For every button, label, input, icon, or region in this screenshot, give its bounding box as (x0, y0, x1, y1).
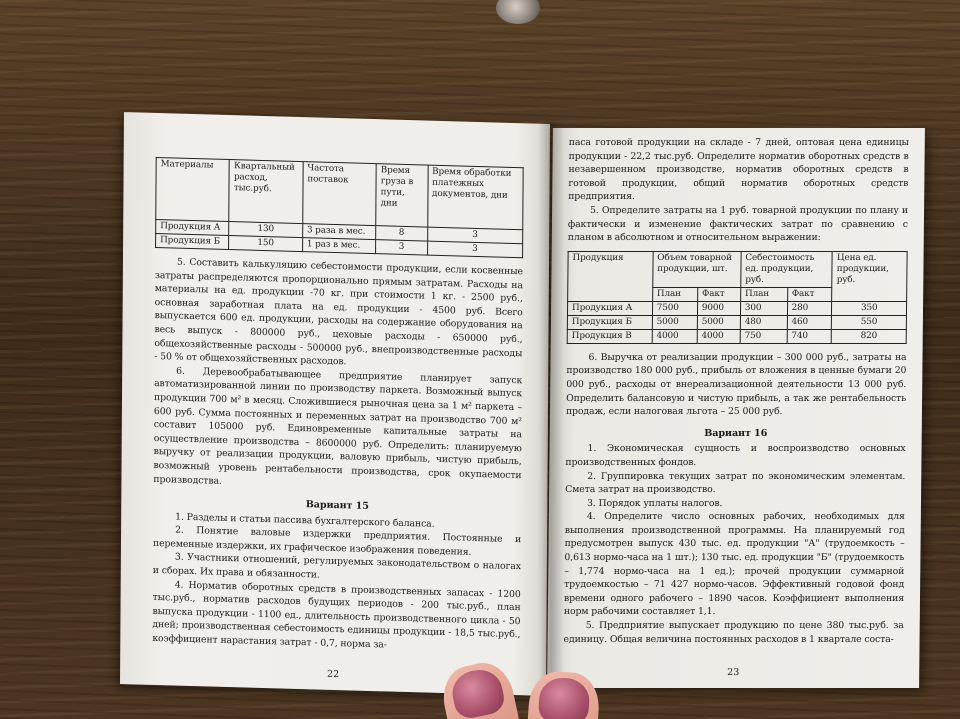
table-header: Время обработки платежных документов, дни (427, 165, 523, 230)
table-cell: 300 (740, 301, 787, 315)
variant-15-item-2: 2. Понятие валовые издержки предприятия. Постоянные и переменные издержки, их графическое изображения поведения. (152, 524, 522, 558)
table-subheader: Факт (697, 287, 740, 301)
table-header: Материалы (156, 158, 230, 222)
table-row (567, 329, 906, 343)
table-cell: 820 (832, 329, 907, 343)
variant-15-item-4: 4. Норматив оборотных средств в производственных запасах - 1200 тыс.руб., норматив расходов будущих периодов - 200 тыс.руб., план выпуска продукции - 1100 ед., длительность производственного цикла - 50 дней; производственная себестоимость единицы продукции - 18,5 тыс.руб., коэффициент нарастания затрат - 0,7, норма за- (152, 579, 521, 651)
table-header: Квартальный расход, тыс.руб. (229, 160, 303, 224)
table-header: Цена ед. продукции, руб. (832, 251, 907, 301)
book-gutter (538, 122, 564, 692)
table-header: Время груза в пути, дни (376, 164, 428, 227)
table-cell: 7500 (652, 301, 697, 315)
table-cell: 4000 (697, 329, 740, 343)
table-subheader: План (740, 287, 787, 301)
table-subheader: Факт (787, 287, 832, 301)
task-6-paragraph: 6. Выручка от реализации продукции – 300 000 руб., затраты на производство 180 000 руб., прибыль от вложения в ценные бумаги 20 000 руб., расходы от внереализационной деятельности 13 000 руб. Определить балансовую и чистую прибыль, а так же рентабельность продаж, если налоговая льгота – 25 000 руб. (565, 351, 907, 418)
table-header: Продукция (568, 251, 653, 301)
table-cell: 9000 (697, 301, 740, 315)
production-table (567, 251, 908, 344)
continued-paragraph: паса готовой продукции на складе - 7 дней, оптовая цена единицы продукции - 22,2 тыс.руб. Определите норматив оборотных средств в незавершенном производстве, норматив оборотных средств в готовой продукции, общий норматив оборотных средств предприятия. (568, 136, 909, 203)
table-cell: 3 (427, 241, 523, 258)
fingernail (448, 666, 506, 719)
table-cell: Продукция А (567, 301, 652, 315)
table-cell: 750 (740, 329, 787, 343)
page-number-left: 22 (327, 668, 340, 681)
table-cell: 130 (229, 222, 302, 238)
left-page (120, 112, 550, 696)
left-page-content (152, 157, 523, 656)
table-subheader: План (652, 287, 697, 301)
variant-16-title: Вариант 16 (704, 427, 768, 439)
table-cell: Продукция Б (156, 233, 229, 249)
table-cell: Продукция Б (567, 315, 652, 329)
table-cell: Продукция А (156, 219, 229, 235)
table-header-row (156, 158, 523, 230)
table-cell: 8 (376, 226, 427, 241)
fingernail (538, 676, 591, 719)
table-cell: 1 раз в мес. (302, 238, 375, 254)
task-5-paragraph: 5. Составить калькуляцию себестоимости продукции, если косвенные затраты распределяются пропорционально прямым затратам. Расходы на материалы на ед. продукции -70 кг. при стоимости 1 кг. - 2500 руб., основная заработная плата на ед. продукции - 4500 руб. Всего выпускается 600 ед. продукции, расходы на содержание оборудования на весь выпуск - 800000 руб., цеховые расходы - 650000 руб., общехозяйственные расходы - 500000 руб., внепроизводственные расходы - 50 % от общехозяйственных расходов. (154, 256, 523, 368)
table-cell: 550 (832, 315, 907, 329)
variant-15-item-3: 3. Участники отношений, регулируемых законодательством о налогах и сборах. Их права и обязанности. (152, 552, 521, 581)
table-cell: 3 раза в мес. (302, 224, 375, 240)
variant-16-item-2: 2. Группировка текущих затрат по экономическим элементам. Смета затрат на производство. (565, 470, 906, 496)
table-cell: 480 (740, 315, 787, 329)
table-row (567, 301, 906, 315)
right-page (547, 128, 925, 688)
table-cell: 4000 (652, 329, 697, 343)
table-header-row (568, 251, 907, 287)
table-row (567, 315, 906, 329)
table-cell: 3 (427, 227, 523, 244)
variant-15-title: Вариант 15 (305, 499, 369, 513)
materials-table (155, 157, 524, 258)
table-cell: 460 (787, 315, 832, 329)
table-cell: 280 (787, 301, 832, 315)
table-cell: 350 (832, 301, 907, 315)
table-cell: 3 (376, 240, 427, 255)
table-cell: Продукция В (567, 329, 652, 343)
table-header: Объем товарной продукции, шт. (653, 251, 741, 287)
table-cell: 740 (787, 329, 832, 343)
table-header: Себестоимость ед. продукции, руб. (741, 251, 833, 287)
task-6-paragraph: 6. Деревообрабатывающее предприятие планирует запуск автоматизированной линии по производству паркета. Возможный выпуск продукции 700 м² в месяц. Сложившиеся рыночная цена за 1 м² паркета – 600 руб. Сумма постоянных и переменных затрат на производство 700 м² составит 105000 руб. Единовременные капитальные затраты на осуществление производства – 8600000 руб. Определить: планируемую выручку от реализации продукции, валовую прибыль, чистую прибыль, возможный уровень рентабельности производства, срок окупаемости производства. (153, 365, 523, 487)
table-cell: 150 (229, 236, 302, 252)
variant-16-item-4: 4. Определите число основных рабочих, необходимых для выполнения производственной программы. На планируемый год предусмотрен выпуск 430 тыс. ед. продукции "А" (трудоемкость – 0,613 нормо-часа на 1 шт.); 130 тыс. ед. продукции "Б" (трудоемкость – 1,774 нормо-часа на 1 ед.); прочей продукции суммарной трудоемкостью – 71 427 нормо-часов. Эффективный годовой фонд времени одного рабочего – 1890 часов. Коэффициент выполнения норм рабочими составляет 1,1. (563, 511, 905, 618)
task-5-paragraph: 5. Определите затраты на 1 руб. товарной продукции по плану и фактически и изменение фактических затрат по сравнению с планом в абсолютном и относительном выражении: (567, 204, 909, 244)
metal-screw (496, 0, 540, 24)
table-cell: 5000 (697, 315, 740, 329)
variant-16-item-5: 5. Предприятие выпускает продукцию по цене 380 тыс.руб. за единицу. Общая величина постоянных расходов в 1 квартале соста- (563, 620, 904, 645)
variant-15-item-1: 1. Разделы и статьи пассива бухгалтерского баланса. (175, 511, 435, 530)
table-header: Частота поставок (303, 162, 377, 226)
page-number-right: 23 (727, 667, 740, 679)
table-cell: 5000 (652, 315, 697, 329)
right-page-content (564, 136, 909, 646)
variant-16-item-3: 3. Порядок уплаты налогов. (586, 497, 723, 509)
variant-16-item-1: 1. Экономическая сущность и воспроизводство основных производственных фондов. (565, 443, 906, 468)
